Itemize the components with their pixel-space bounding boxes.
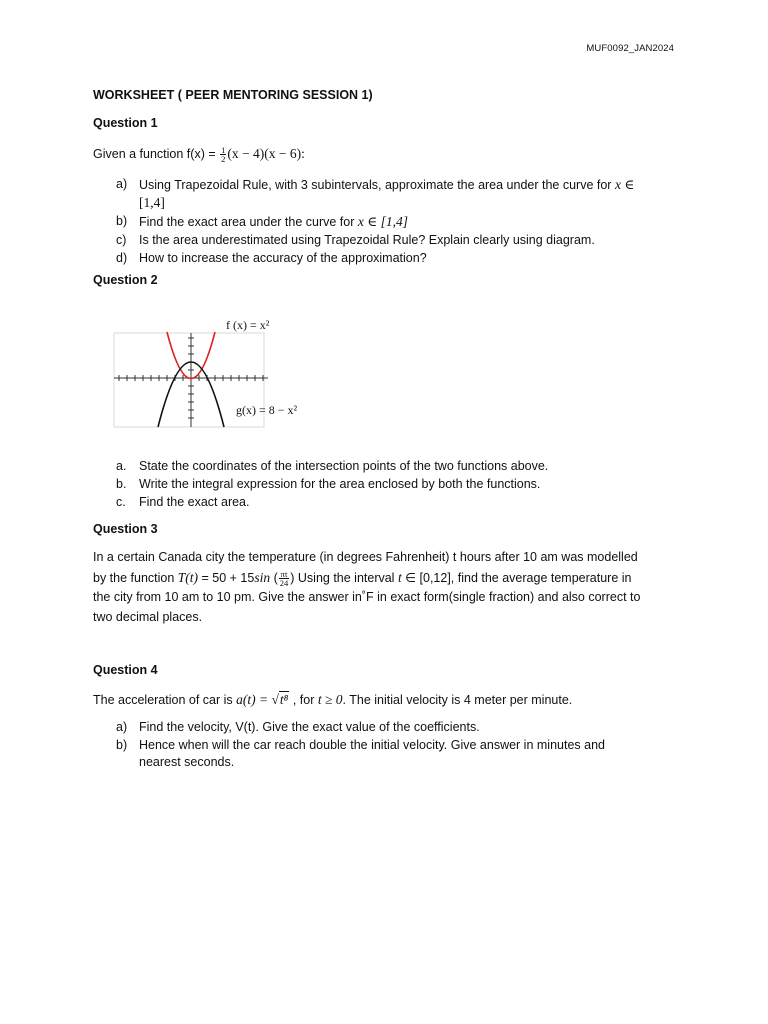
q2-part-b-label: b. — [116, 477, 127, 491]
q2-part-a — [116, 458, 676, 475]
q3-line-2b: = 50 + 15 — [198, 570, 255, 585]
q4-intro-c: . The initial velocity is 4 meter per minute. — [342, 693, 573, 707]
q1-part-c-label: c) — [116, 233, 127, 247]
q3-line-4: two decimal places. — [93, 609, 203, 624]
q3-line-3: the city from 10 am to 10 pm. Give the answer in˚F in exact form(single fraction) and also correct to — [93, 590, 641, 604]
q3-line-2c: ) Using the interval — [290, 570, 398, 585]
q1-part-a-label: a) — [116, 177, 128, 191]
q4-intro-b: , for — [289, 693, 318, 707]
worksheet-title: WORKSHEET ( PEER MENTORING SESSION 1) — [93, 88, 373, 102]
document-code: MUF0092_JAN2024 — [586, 43, 674, 54]
question-4-parts — [116, 719, 676, 772]
q2-part-b — [116, 476, 676, 493]
q3-sin: sin — [254, 569, 271, 585]
q1-part-b-text: Find the exact area under the curve for — [139, 215, 358, 229]
q1-part-b-label: b) — [116, 214, 128, 228]
question-2-heading: Question 2 — [93, 273, 158, 287]
q1-part-a-interval: [1,4] — [139, 195, 165, 210]
q3-line-2d: ∈ [0,12], find the average temperature in — [401, 570, 632, 585]
q2-part-b-text: Write the integral expression for the area enclosed by both the functions. — [139, 477, 541, 491]
q2-part-a-label: a. — [116, 459, 127, 473]
question-1-parts — [116, 176, 676, 268]
q1-part-a — [116, 176, 676, 212]
q4-accel-fn: a(t) = — [236, 692, 272, 707]
q4-part-b-label: b) — [116, 738, 128, 752]
q1-part-d-text: How to increase the accuracy of the approximation? — [139, 251, 427, 265]
q4-part-a-text: Find the velocity, V(t). Give the exact value of the coefficients. — [139, 720, 480, 734]
q4-sqrt-sign: √ — [271, 692, 279, 707]
q1-part-c — [116, 232, 676, 249]
q4-part-b-text: Hence when will the car reach double the initial velocity. Give answer in minutes and — [139, 738, 605, 752]
q1-part-b — [116, 213, 676, 231]
q1-intro-math: (x − 4)(x − 6): — [227, 146, 305, 161]
q4-part-b — [116, 737, 676, 771]
q2-part-c-label: c. — [116, 495, 126, 509]
q3-fraction — [279, 570, 290, 587]
question-2-parts — [116, 458, 676, 512]
parabola-graph-svg — [112, 315, 332, 430]
q4-part-a-label: a) — [116, 720, 128, 734]
q4-condition: t ≥ 0 — [317, 692, 343, 707]
q1-frac-den: 2 — [221, 154, 226, 165]
q1-part-b-math: x ∈ [1,4] — [357, 214, 408, 229]
q3-frac-num: πt — [280, 568, 288, 579]
q3-line-2a: by the function — [93, 570, 178, 585]
g-function-label: g(x) = 8 − x² — [236, 403, 298, 417]
q3-paren-open: ( — [270, 570, 278, 585]
q2-part-c — [116, 494, 676, 511]
f-function-label: f (x) = x² — [226, 318, 270, 332]
q4-part-b-cont: nearest seconds. — [139, 755, 235, 769]
q3-frac-den: 24 — [279, 577, 289, 588]
q3-var-t: t — [397, 569, 402, 585]
question-3-heading: Question 3 — [93, 522, 158, 536]
question-1-intro — [93, 146, 305, 163]
question-4-intro — [93, 692, 572, 708]
question-1-heading: Question 1 — [93, 116, 158, 130]
q1-part-d — [116, 250, 676, 267]
q1-part-d-label: d) — [116, 251, 128, 265]
question-3-body — [93, 548, 683, 627]
q1-frac-num: 1 — [221, 145, 226, 156]
q1-intro-prefix: Given a function f(x) = — [93, 147, 220, 161]
q4-sqrt-radicand: t⁸ — [279, 692, 289, 707]
q2-part-c-text: Find the exact area. — [139, 495, 250, 509]
q1-part-c-text: Is the area underestimated using Trapezoidal Rule? Explain clearly using diagram. — [139, 233, 595, 247]
q3-line-1: In a certain Canada city the temperature (in degrees Fahrenheit) t hours after 10 am was modelled — [93, 550, 638, 564]
q3-function-name: T(t) — [177, 569, 199, 585]
q1-fraction — [220, 146, 226, 163]
q4-intro-a: The acceleration of car is — [93, 693, 237, 707]
question-4-heading: Question 4 — [93, 663, 158, 677]
q1-part-a-math: x ∈ — [614, 177, 635, 192]
q2-part-a-text: State the coordinates of the intersection points of the two functions above. — [139, 459, 549, 473]
parabola-graph — [112, 315, 332, 430]
q1-part-a-text: Using Trapezoidal Rule, with 3 subintervals, approximate the area under the curve for — [139, 178, 615, 192]
q4-part-a — [116, 719, 676, 736]
